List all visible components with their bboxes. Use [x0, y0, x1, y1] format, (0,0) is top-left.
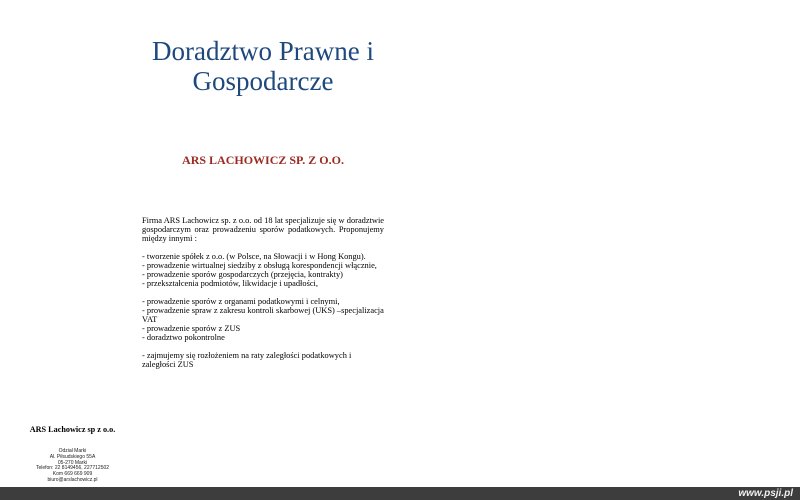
service-item: - prowadzenie sporów gospodarczych (przejęcia, kontrakty)	[142, 270, 343, 279]
services-list-company	[142, 252, 384, 288]
service-item: - prowadzenie spraw z zakresu kontroli skarbowej (UKS) –specjalizacja VAT	[142, 306, 384, 324]
services-list-installments	[142, 351, 384, 369]
main-content	[142, 216, 384, 369]
services-list-tax	[142, 297, 384, 342]
contact-address	[20, 449, 125, 484]
service-item: - prowadzenie wirtualnej siedziby z obsługą korespondencji włącznie,	[142, 261, 377, 270]
phone-line: Telefon: 22 8149456, 227712502	[35, 465, 110, 472]
email-link[interactable]: biuro@arslachowicz.pl	[47, 476, 98, 483]
service-item: - przekształcenia podmiotów, likwidacje i upadłości,	[142, 279, 318, 288]
address-line: Al. Piłsudskiego 55A	[49, 453, 96, 460]
intro-paragraph: Firma ARS Lachowicz sp. z o.o. od 18 lat specjalizuje się w doradztwie gospodarczym oraz prowadzeniu sporów podatkowych. Proponujemy między innymi :	[142, 216, 384, 243]
address-line: 05-270 Marki	[57, 459, 88, 466]
address-line: Odział Marki	[58, 448, 87, 454]
service-item: - prowadzenie sporów z ZUS	[142, 324, 241, 333]
service-item: - doradztwo pokontrolne	[142, 333, 225, 342]
watermark-link[interactable]: www.psji.pl	[738, 488, 793, 499]
contact-sidebar	[20, 425, 125, 484]
sidebar-company-name: ARS Lachowicz sp z o.o.	[29, 425, 116, 434]
mobile-line: Kom 669 669 909	[52, 471, 93, 478]
service-item: - prowadzenie sporów z organami podatkowymi i celnymi,	[142, 297, 340, 306]
footer-bar	[0, 487, 800, 500]
service-item: - tworzenie spółek z o.o. (w Polsce, na Słowacji i w Hong Kongu).	[142, 252, 366, 261]
service-item: - zajmujemy się rozłożeniem na raty zaległości podatkowych i zaległości ZUS	[142, 351, 352, 369]
company-heading: ARS LACHOWICZ SP. Z O.O.	[182, 153, 344, 167]
site-title: Doradztwo Prawne i Gospodarcze	[152, 36, 374, 96]
